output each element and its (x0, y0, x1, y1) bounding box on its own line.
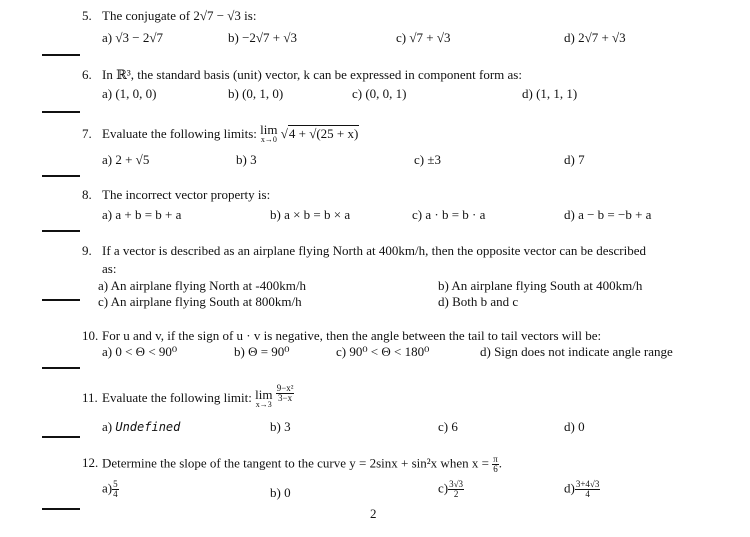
option-c: c) a · b = b · a (412, 207, 486, 222)
option-d: d) 7 (564, 152, 585, 167)
answer-blank-7[interactable] (42, 175, 80, 177)
question-text: The conjugate of 2√7 − √3 is: (102, 8, 257, 23)
option-d: d) Both b and c (438, 294, 519, 309)
answer-blank-10[interactable] (42, 367, 80, 369)
answer-blank-8[interactable] (42, 230, 80, 232)
answer-blank-9[interactable] (42, 299, 80, 301)
option-a: a) Undefined (102, 419, 181, 434)
question-stem: 12. Determine the slope of the tangent to the curve y = 2sinx + sin²x when x = $\frac{\pi}{6}$ . (82, 454, 502, 474)
option-c: c) 90⁰ < Θ < 180⁰ (336, 344, 430, 359)
question-number: 11. (82, 390, 98, 405)
option-b: b) Θ = 90⁰ (234, 344, 290, 359)
option-b: b) 3 (270, 419, 291, 434)
page-number: 2 (370, 506, 377, 521)
option-b: b) a × b = b × a (270, 207, 351, 222)
radical-expression: 4 + √(25 + x) (288, 126, 359, 141)
option-a: a) √3 − 2√7 (102, 30, 163, 45)
option-a: a) a + b = b + a (102, 207, 182, 222)
option-b: b) (0, 1, 0) (228, 86, 284, 101)
question-text: If a vector is described as an airplane flying North at 400km/h, then the opposite vector can be described (102, 243, 647, 258)
option-d: d) $\frac{3+4√3}{4}$ (564, 479, 600, 499)
answer-blank-11[interactable] (42, 436, 80, 438)
option-b: b) 0 (270, 485, 291, 500)
answer-blank-12[interactable] (42, 508, 80, 510)
option-c: c) (0, 0, 1) (352, 86, 407, 101)
answer-blank-5[interactable] (42, 54, 80, 56)
option-c: c) An airplane flying South at 800km/h (98, 294, 302, 309)
question-number: 6. (82, 67, 92, 82)
option-c: c) 6 (438, 419, 458, 434)
question-text: The incorrect vector property is: (102, 187, 271, 202)
option-a: a) 2 + √5 (102, 152, 150, 167)
question-number: 12. (82, 455, 99, 471)
question-stem (82, 67, 522, 83)
question-text-continued: as: (102, 261, 117, 276)
question-text: Determine the slope of the tangent to the curve y = 2sinx + sin²x when x = (102, 455, 489, 471)
option-d: d) (1, 1, 1) (522, 86, 578, 101)
option-a: a) An airplane flying North at -400km/h (98, 278, 306, 293)
question-text: Evaluate the following limit: (102, 390, 252, 405)
question-number: 5. (82, 8, 92, 23)
option-d: d) 2√7 + √3 (564, 30, 626, 45)
option-b: b) An airplane flying South at 400km/h (438, 278, 643, 293)
option-c: c) √7 + √3 (396, 30, 451, 45)
question-stem (82, 243, 646, 259)
question-number: 7. (82, 126, 92, 141)
question-number: 8. (82, 187, 92, 202)
question-text: For u and v, if the sign of u · v is negative, then the angle between the tail to tail vectors will be: (102, 328, 602, 343)
option-b: b) −2√7 + √3 (228, 30, 298, 45)
option-d: d) Sign does not indicate angle range (480, 344, 673, 359)
question-stem: 7. Evaluate the following limits: lim x→0 √4 + √(25 + x) (82, 122, 359, 144)
answer-blank-6[interactable] (42, 111, 80, 113)
question-stem (82, 8, 256, 24)
option-d: d) a − b = −b + a (564, 207, 652, 222)
option-a: a) $\frac{5}{4}$ (102, 479, 118, 499)
question-number: 9. (82, 243, 92, 258)
option-c: c) $\frac{3√3}{2}$ (438, 479, 464, 499)
question-stem (82, 187, 270, 203)
limit-operator: lim x→3 (255, 387, 273, 409)
question-stem (82, 328, 601, 344)
limit-fraction: $\frac{\text{9−x²}}{3-x}$ (276, 383, 294, 403)
option-a: a) 0 < Θ < 90⁰ (102, 344, 178, 359)
limit-operator: lim x→0 (260, 122, 278, 144)
question-text: In ℝ³, the standard basis (unit) vector, k can be expressed in component form as: (102, 67, 522, 82)
question-stem (82, 383, 294, 410)
option-b: b) 3 (236, 152, 257, 167)
option-a: a) (1, 0, 0) (102, 86, 157, 101)
option-c: c) ±3 (414, 152, 441, 167)
question-text: Evaluate the following limits: (102, 126, 257, 141)
option-d: d) 0 (564, 419, 585, 434)
x-value-fraction: $\frac{\pi}{6}$ (493, 454, 498, 474)
question-number: 10. (82, 328, 99, 343)
